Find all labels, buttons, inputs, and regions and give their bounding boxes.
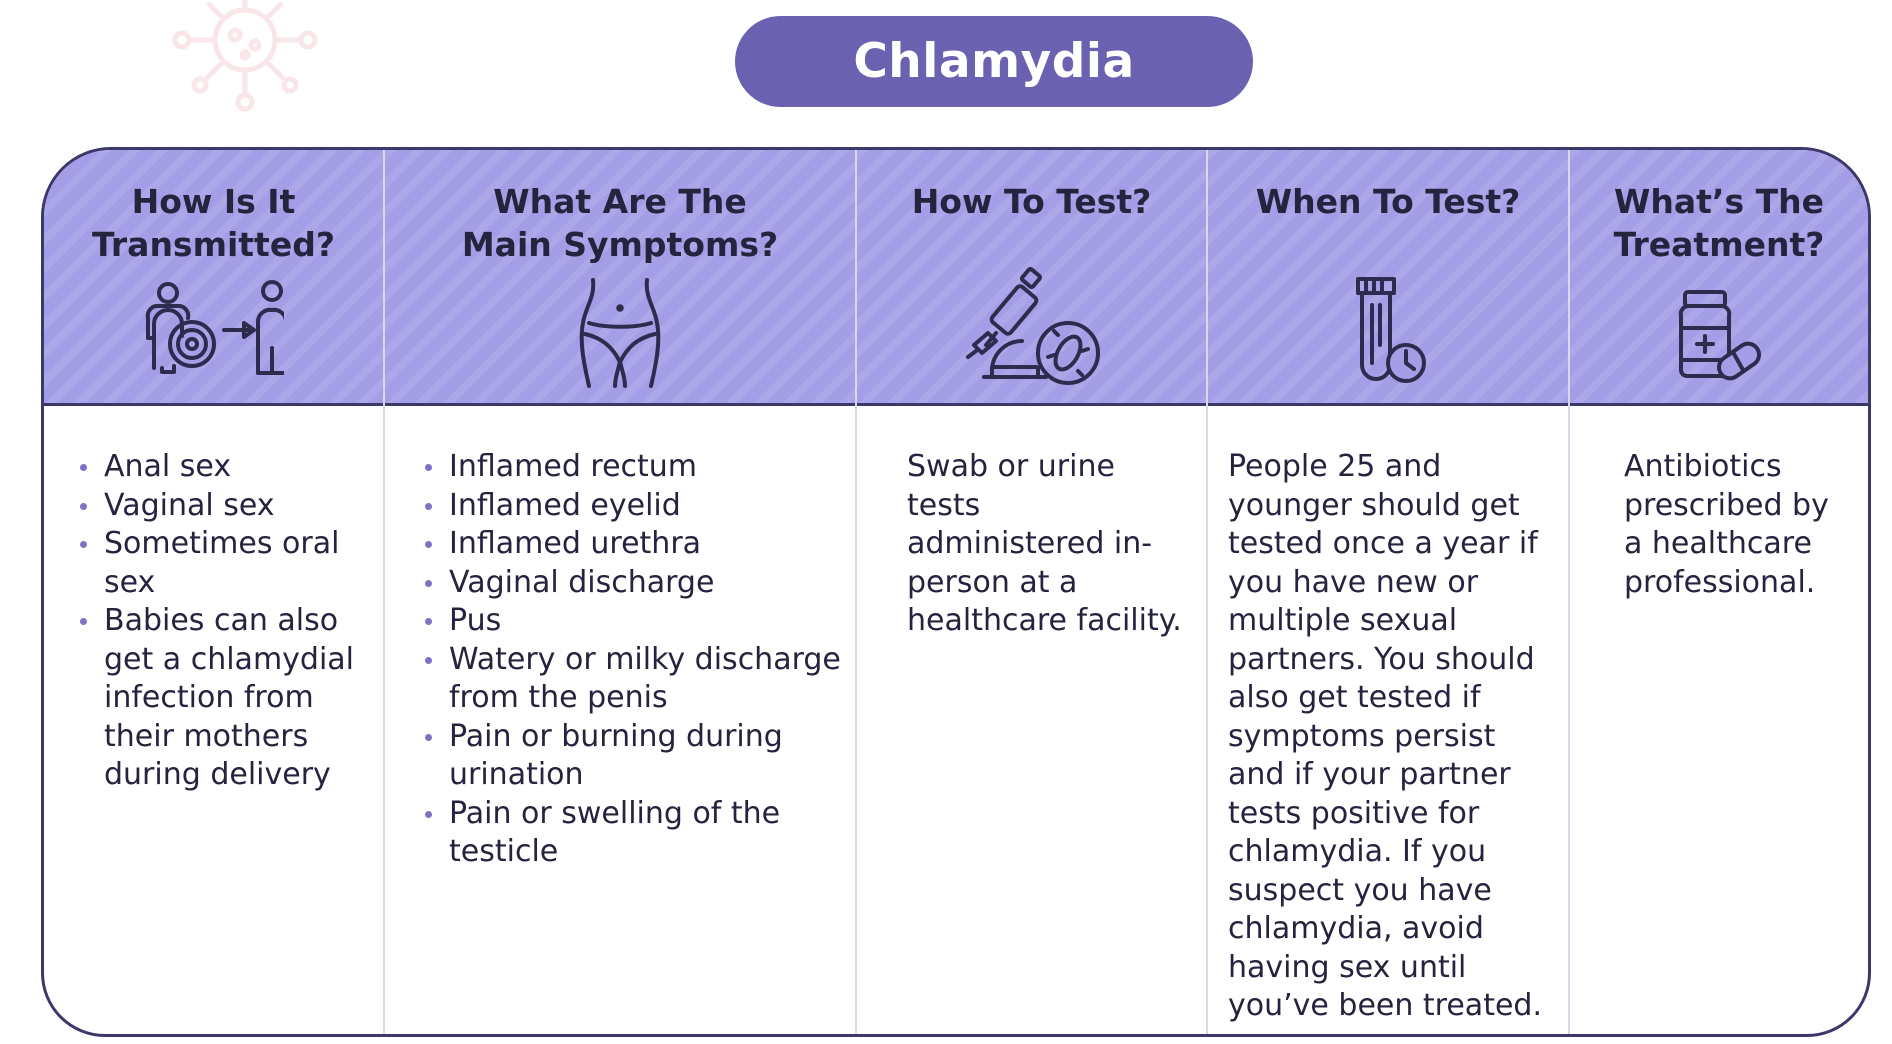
column-heading (385, 180, 855, 266)
list-item: Inflamed rectum (425, 448, 845, 487)
column-text: People 25 and younger should get tested once a year if you have new or multiple sexual partners. You should also get tested if symptoms persist and if your partner tests positive for chlamydia. If you suspect you have chlamydia, avoid having sex until you’ve been treated. (1228, 449, 1542, 1023)
bullet-list (425, 448, 845, 872)
heading-line: What Are The (493, 182, 747, 221)
page-title: Chlamydia (735, 16, 1253, 107)
list-item: Sometimes oral sex (80, 525, 373, 602)
pelvis-body-icon (575, 278, 665, 388)
info-table (41, 147, 1871, 1037)
microscope-bacteria-icon (962, 265, 1102, 385)
column-body (44, 406, 383, 795)
column-body (1208, 406, 1568, 1026)
column-transmission (44, 150, 383, 1034)
list-item: Inflamed urethra (425, 525, 845, 564)
column-heading (44, 180, 383, 266)
list-item: Watery or milky discharge from the penis (425, 641, 845, 718)
column-body (857, 406, 1206, 641)
medicine-bottle-pill-icon (1671, 288, 1767, 384)
heading-line: Main Symptoms? (461, 225, 779, 264)
heading-line: What’s The (1614, 182, 1824, 221)
column-text: Antibiotics prescribed by a healthcare professional. (1624, 449, 1829, 600)
heading-line: Transmitted? (92, 225, 335, 264)
heading-line: Treatment? (1613, 225, 1825, 264)
column-header (1208, 150, 1568, 406)
column-header (44, 150, 383, 406)
list-item: Anal sex (80, 448, 373, 487)
bullet-list (80, 448, 373, 795)
column-heading (1570, 180, 1868, 266)
column-body (1570, 406, 1868, 602)
list-item: Pain or burning during urination (425, 718, 845, 795)
column-header (1570, 150, 1868, 406)
column-how-to-test (855, 150, 1206, 1034)
column-text: Swab or urine tests administered in-person at a healthcare facility. (907, 449, 1182, 638)
column-when-to-test (1206, 150, 1568, 1034)
list-item: Vaginal sex (80, 487, 373, 526)
column-header (385, 150, 855, 406)
column-body (385, 406, 855, 872)
heading-line: How Is It (131, 182, 296, 221)
heading-line: When To Test? (1255, 182, 1521, 221)
heading-line: How To Test? (911, 182, 1152, 221)
column-heading (857, 180, 1206, 223)
list-item: Pus (425, 602, 845, 641)
virus-watermark-icon (160, 0, 330, 115)
list-item: Inflamed eyelid (425, 487, 845, 526)
column-heading (1208, 180, 1568, 223)
column-symptoms (383, 150, 855, 1034)
list-item: Vaginal discharge (425, 564, 845, 603)
list-item: Pain or swelling of the testicle (425, 795, 845, 872)
column-header (857, 150, 1206, 406)
column-treatment (1568, 150, 1868, 1034)
test-tube-clock-icon (1348, 275, 1428, 385)
transmission-person-to-person-icon (144, 278, 284, 378)
list-item: Babies can also get a chlamydial infection from their mothers during delivery (80, 602, 373, 795)
